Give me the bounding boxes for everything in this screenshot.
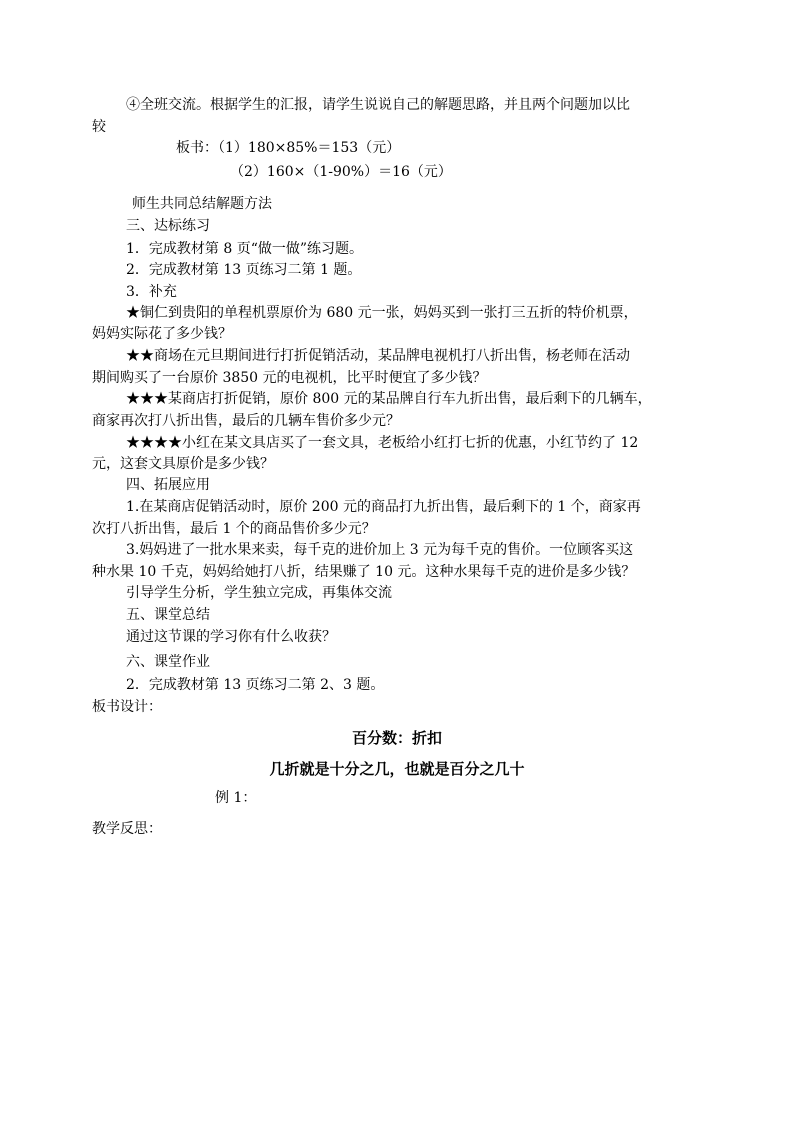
question-line: 元，这套文具原价是多少钱？ — [92, 456, 274, 472]
board-design-example: 例 1： — [215, 790, 257, 806]
section-title: 五、课堂总结 — [126, 607, 210, 623]
board-formula-1: 板书：（1）180×85%＝153（元） — [176, 140, 401, 156]
question-line: ★★★★小红在某文具店买了一套文具，老板给小红打七折的优惠，小红节约了 12 — [126, 435, 639, 451]
question-line: 妈妈实际花了多少钱？ — [92, 326, 232, 342]
guide-text: 引导学生分析，学生独立完成，再集体交流 — [126, 585, 392, 601]
question-line: ★铜仁到贵阳的单程机票原价为 680 元一张，妈妈买到一张打三五折的特价机票， — [126, 305, 638, 321]
board-design-subtitle: 几折就是十分之几，也就是百分之几十 — [269, 760, 525, 778]
question-line: 1.在某商店促销活动时，原价 200 元的商品打九折出售，最后剩下的 1 个，商家再 — [126, 499, 641, 515]
section-title: 三、达标练习 — [126, 218, 210, 234]
question-line: 种水果 10 千克，妈妈给她打八折，结果赚了 10 元。这种水果每千克的进价是多少钱？ — [92, 564, 636, 580]
board-formula-2: （2）160×（1-90%）＝16（元） — [230, 164, 452, 180]
list-item: 2．完成教材第 13 页练习二第 2、3 题。 — [126, 677, 385, 693]
question-line: 3.妈妈进了一批水果来卖，每千克的进价加上 3 元为每千克的售价。一位顾客买这 — [126, 542, 634, 558]
paragraph-line: 较 — [92, 119, 106, 135]
reflection-label: 教学反思： — [92, 821, 162, 837]
list-item: 3．补充 — [126, 284, 177, 300]
list-item: 2．完成教材第 13 页练习二第 1 题。 — [126, 262, 362, 278]
question-line: ★★商场在元旦期间进行打折促销活动，某品牌电视机打八折出售，杨老师在活动 — [126, 348, 630, 364]
question-line: 期间购买了一台原价 3850 元的电视机，比平时便宜了多少钱？ — [92, 370, 487, 386]
list-item: 1．完成教材第 8 页“做一做”练习题。 — [126, 241, 364, 257]
section-title: 六、课堂作业 — [126, 654, 210, 670]
board-design-title: 百分数：折扣 — [351, 729, 442, 747]
question-line: 商家再次打八折出售，最后的几辆车售价多少元？ — [92, 413, 400, 429]
section-title: 四、拓展应用 — [126, 477, 210, 493]
question-line: 次打八折出售，最后 1 个的商品售价多少元？ — [92, 521, 376, 537]
paragraph-line: ④全班交流。根据学生的汇报，请学生说说自己的解题思路，并且两个问题加以比 — [126, 97, 630, 113]
summary-question: 通过这节课的学习你有什么收获？ — [126, 629, 336, 645]
question-line: ★★★某商店打折促销，原价 800 元的某品牌自行车九折出售，最后剩下的几辆车， — [126, 391, 652, 407]
board-design-label: 板书设计： — [92, 699, 162, 715]
summary-method: 师生共同总结解题方法 — [132, 196, 272, 212]
